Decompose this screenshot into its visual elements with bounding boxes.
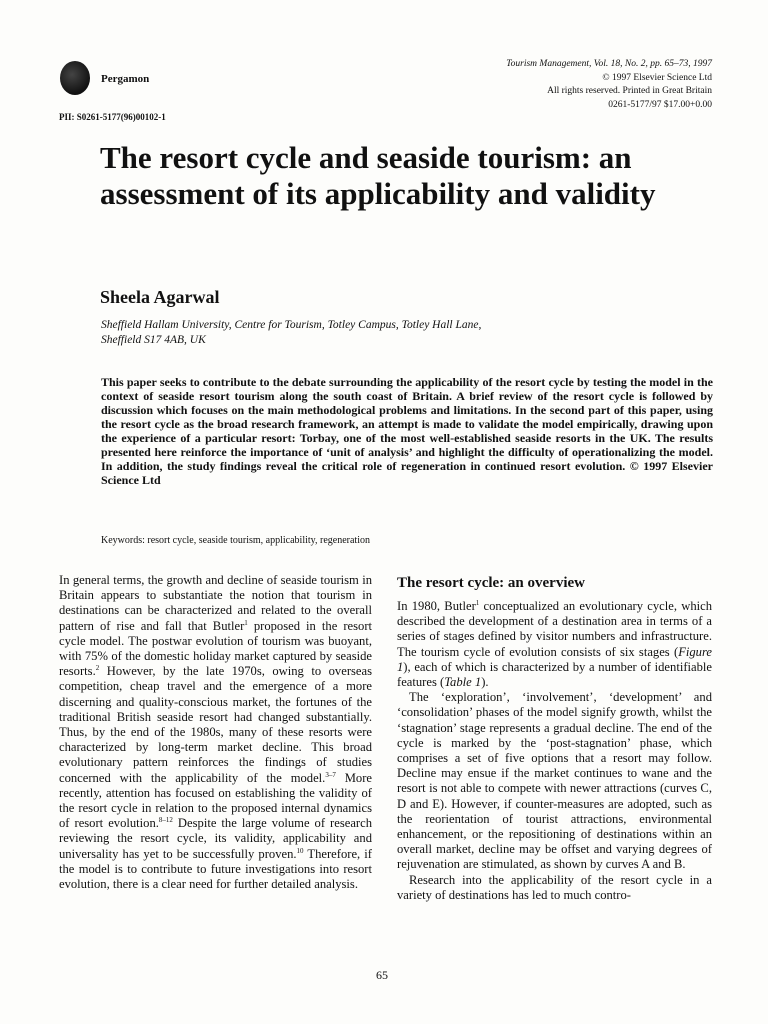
author-name: Sheela Agarwal — [100, 287, 220, 307]
affiliation-line: Sheffield Hallam University, Centre for Tourism, Totley Campus, Totley Hall Lane, — [101, 319, 482, 331]
journal-line: 0261-5177/97 $17.00+0.00 — [608, 99, 712, 110]
body-text-right-column — [397, 599, 712, 903]
journal-line: © 1997 Elsevier Science Ltd — [602, 72, 712, 83]
body-text-segment: conceptualized an evolutionary cycle, which described the development of a destination area in terms of a series of stages defined by visitor numbers and infrastructure. The tourism cycle of evolution consists of six stages ( — [397, 599, 712, 659]
pii-identifier: PII: S0261-5177(96)00102-1 — [59, 112, 166, 122]
body-text-segment: More recently, attention has focused on establishing the validity of the resort cycle in relation to the proposed internal dynamics of resort evolution. — [59, 770, 372, 831]
pergamon-logo-icon — [60, 61, 90, 95]
reference-superscript: 3–7 — [325, 770, 336, 779]
paragraph: The ‘exploration’, ‘involvement’, ‘development’ and ‘consolidation’ phases of the model signify growth, whilst the ‘stagnation’ stage represents a gradual decline. The end of the cycle is marked by the ‘post-stagnation’ phase, which comprises a set of five options that a resort may follow. Decline may ensue if the market continues to wane and the resort is not able to compete with newer attractions (curves C, D and E). However, if counter-measures are adopted, such as the reorientation of tourist attractions, environmental enhancement, or the repositioning of destinations within an overall market, decline may be offset and varying degrees of rejuvenation are stimulated, as shown by curves A and B. — [397, 690, 712, 872]
body-text-left-column — [59, 573, 372, 892]
keywords: Keywords: resort cycle, seaside tourism, applicability, regeneration — [101, 535, 370, 546]
reference-superscript: 10 — [296, 846, 304, 855]
body-text-segment: In general terms, the growth and decline of seaside tourism in Britain appears to substantiate the notion that tourism in destinations can be characterized and related to the overall pattern of rise and fall that Butler — [59, 573, 372, 633]
body-text-segment: Despite the large volume of research reviewing the resort cycle, its validity, applicability and universality has yet to be successfully proven. — [59, 816, 372, 861]
section-heading: The resort cycle: an overview — [397, 575, 585, 591]
paragraph: Research into the applicability of the resort cycle in a variety of destinations has led to much contro- — [397, 872, 712, 902]
body-text-segment: ), each of which is characterized by a number of identifiable features ( — [397, 659, 712, 690]
body-text-segment: ). — [481, 675, 489, 690]
reference-superscript: 1 — [475, 598, 480, 607]
page-number: 65 — [376, 968, 388, 982]
affiliation-line: Sheffield S17 4AB, UK — [101, 334, 206, 346]
body-text-segment: Therefore, if the model is to contribute to future investigations into resort evolution, there is a clear need for further detailed analysis. — [59, 846, 372, 892]
journal-citation — [506, 58, 712, 112]
journal-line: All rights reserved. Printed in Great Britain — [547, 86, 712, 96]
body-text-segment: In 1980, Butler — [397, 599, 476, 613]
reference-superscript: 1 — [244, 618, 248, 627]
paragraph — [397, 599, 712, 690]
table-reference: Table 1 — [444, 675, 482, 690]
reference-superscript: 2 — [95, 664, 100, 673]
reference-superscript: 8–12 — [158, 816, 173, 825]
journal-line: Tourism Management, Vol. 18, No. 2, pp. 65–73, 1997 — [506, 59, 712, 69]
abstract: This paper seeks to contribute to the debate surrounding the applicability of the resort cycle by testing the model in the context of seaside resort tourism along the south coast of Britain. A brief review of the resort cycle is followed by discussion which focuses on the main methodological problems and limitations. In the second part of this paper, using the resort cycle as the broad research framework, an attempt is made to validate the model empirically, drawing upon the experience of a particular resort: Torbay, one of the most well-established seaside resorts in the UK. The results presented here reinforce the importance of ‘unit of analysis’ and highlight the difficulty of operationalizing the model. In addition, the study findings reveal the critical role of regeneration in continued resort evolution. © 1997 Elsevier Science Ltd — [101, 375, 713, 487]
figure-reference: Figure 1 — [397, 644, 712, 674]
body-text-segment: However, by the late 1970s, owing to overseas competition, cheap travel and the emergence of a more discerning and quality-conscious market, the fortunes of the traditional British seaside resort had changed substantially. Thus, by the end of the 1980s, many of these resorts were characterized by long-term market decline. This broad evolutionary pattern reinforces the findings of studies concerned with the applicability of the model. — [59, 664, 372, 785]
author-affiliation — [101, 318, 621, 348]
article-title: The resort cycle and seaside tourism: an assessment of its applicability and validity — [100, 140, 656, 211]
body-text-segment: proposed in the resort cycle model. The postwar evolution of tourism was buoyant, with 75% of the domestic holiday market captured by seaside resorts. — [59, 618, 373, 679]
publisher-name: Pergamon — [101, 73, 150, 85]
